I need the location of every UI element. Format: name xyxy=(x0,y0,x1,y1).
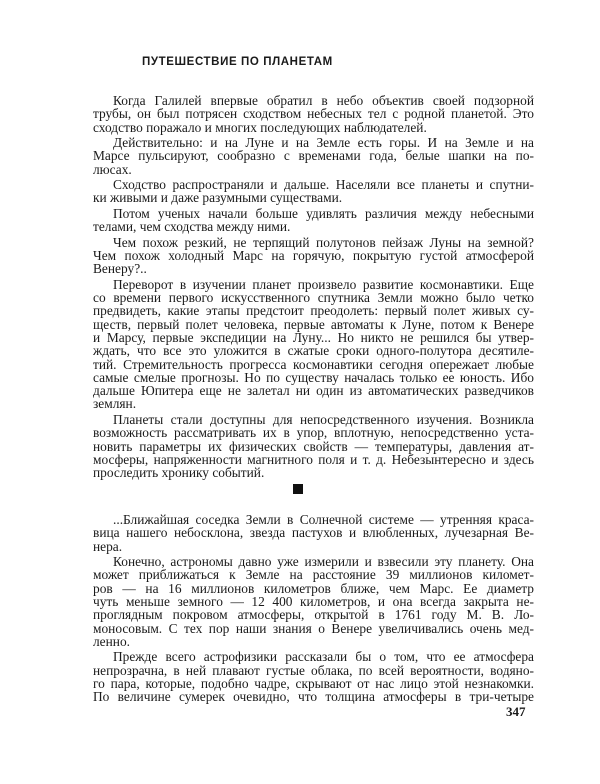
text-line: Чем похож резкий, не терпящий полутонов пейзаж Луны на земной? xyxy=(113,234,534,250)
text-line: нера. xyxy=(93,538,123,554)
text-line: мосферы, напряженности магнитного поля и т. д. Небезынтересно и здесь xyxy=(93,451,534,467)
text-line: ществ, первый полет человека, первые автоматы к Луне, потом к Венере xyxy=(93,316,534,332)
text-line: трубы, он был потрясен сходством небесных тел с родной планетой. Это xyxy=(93,106,534,122)
text-line: и Марсу, первые экспедиции на Луну... Но никто не решился бы утвер- xyxy=(93,329,534,345)
text-line: люсах. xyxy=(93,161,132,177)
paragraph xyxy=(93,650,534,703)
text-line: самые смелые прогнозы. Но по существу началась только ее юность. Ибо xyxy=(93,369,534,385)
paragraph xyxy=(93,555,534,648)
text-line: предвидеть, какие этапы предстоит преодолеть: первый полет живых су- xyxy=(93,303,534,319)
text-line: По величине сумерек очевидно, что толщина атмосферы в три-четыре xyxy=(93,689,534,705)
section-1-text xyxy=(93,94,534,482)
text-line: Когда Галилей впервые обратил в небо объектив своей подзорной xyxy=(113,93,534,108)
text-line: вица нашего небосклона, звезда пастухов и влюбленных, лучезарная Ве- xyxy=(93,525,534,541)
text-line: телами, чем сходства между ними. xyxy=(93,219,291,235)
text-line: Потом ученых начали больше удивлять различия между небесными xyxy=(113,205,534,221)
text-line: Действительно: и на Луне и на Земле есть горы. И на Земле и на xyxy=(113,135,534,151)
text-line: дальше Юпитера еще не залетал ни один из автоматических разведчиков xyxy=(93,383,534,399)
paragraph xyxy=(93,136,534,176)
text-line: проследить хронику событий. xyxy=(93,465,265,481)
text-line: Планеты стали доступны для непосредственного изучения. Возникла xyxy=(113,411,534,427)
text-line: моносовым. С тех пор наши знания о Венере увеличивались очень мед- xyxy=(93,620,534,636)
text-line: го пара, которые, подобно чадре, скрывают от нас лицо этой незнакомки. xyxy=(93,675,534,691)
text-line: Прежде всего астрофизики рассказали бы о том, что ее атмосфера xyxy=(113,649,534,665)
paragraph xyxy=(93,94,534,134)
page-number: 347 xyxy=(506,704,526,719)
paragraph xyxy=(93,178,534,205)
text-line: со времени первого искусственного спутника Земли можно было четко xyxy=(93,290,534,306)
text-line: Венеру?.. xyxy=(93,261,147,277)
text-line: ленно. xyxy=(93,633,131,649)
text-line: новить параметры их физических свойств — температуры, давления ат- xyxy=(93,438,534,454)
text-line: ки живыми и даже разумными существами. xyxy=(93,190,343,206)
paragraph xyxy=(93,513,534,553)
paragraph xyxy=(93,278,534,411)
section-break-marker xyxy=(293,484,303,494)
text-line: ждать, что все это уложится в сжатые сроки одного-полутора десятиле- xyxy=(93,343,534,359)
text-line: сходство поражало и многих последующих наблюдателей. xyxy=(93,119,427,135)
text-line: Сходство распространяли и дальше. Населяли все планеты и спутни- xyxy=(113,177,534,193)
paragraph xyxy=(93,236,534,276)
section-2-text xyxy=(93,513,534,706)
text-line: тий. Стремительность прогресса космонавтики сегодня опережает любые xyxy=(93,356,534,372)
text-line: непрозрачна, в ней плавают густые облака, по всей вероятности, водяно- xyxy=(93,662,534,678)
paragraph xyxy=(93,413,534,479)
text-line: ...Ближайшая соседка Земли в Солнечной системе — утренняя краса- xyxy=(113,512,534,527)
text-line: возможность рассматривать их в упор, вплотную, непосредственно уста- xyxy=(93,425,534,441)
text-line: Переворот в изучении планет произвело развитие космонавтики. Еще xyxy=(113,276,534,292)
text-line: Конечно, астрономы давно уже измерили и взвесили эту планету. Она xyxy=(113,554,534,570)
paragraph xyxy=(93,207,534,234)
text-line: чуть меньше земного — 12 400 километров, и она всегда закрыта не- xyxy=(93,593,534,609)
text-line: Марсе пульсируют, сообразно с временами года, белые шапки на по- xyxy=(93,148,534,164)
running-header: ПУТЕШЕСТВИЕ ПО ПЛАНЕТАМ xyxy=(142,56,333,68)
text-line: Чем похож холодный Марс на горячую, покрытую густой атмосферой xyxy=(93,248,534,264)
text-line: может приближаться к Земле на расстояние 39 миллионов километ- xyxy=(93,567,534,583)
text-line: ров — на 16 миллионов километров ближе, чем Марс. Ее диаметр xyxy=(93,580,534,596)
text-line: землян. xyxy=(93,396,137,412)
text-line: проглядным покровом атмосферы, открытой в 1761 году М. В. Ло- xyxy=(93,607,534,623)
